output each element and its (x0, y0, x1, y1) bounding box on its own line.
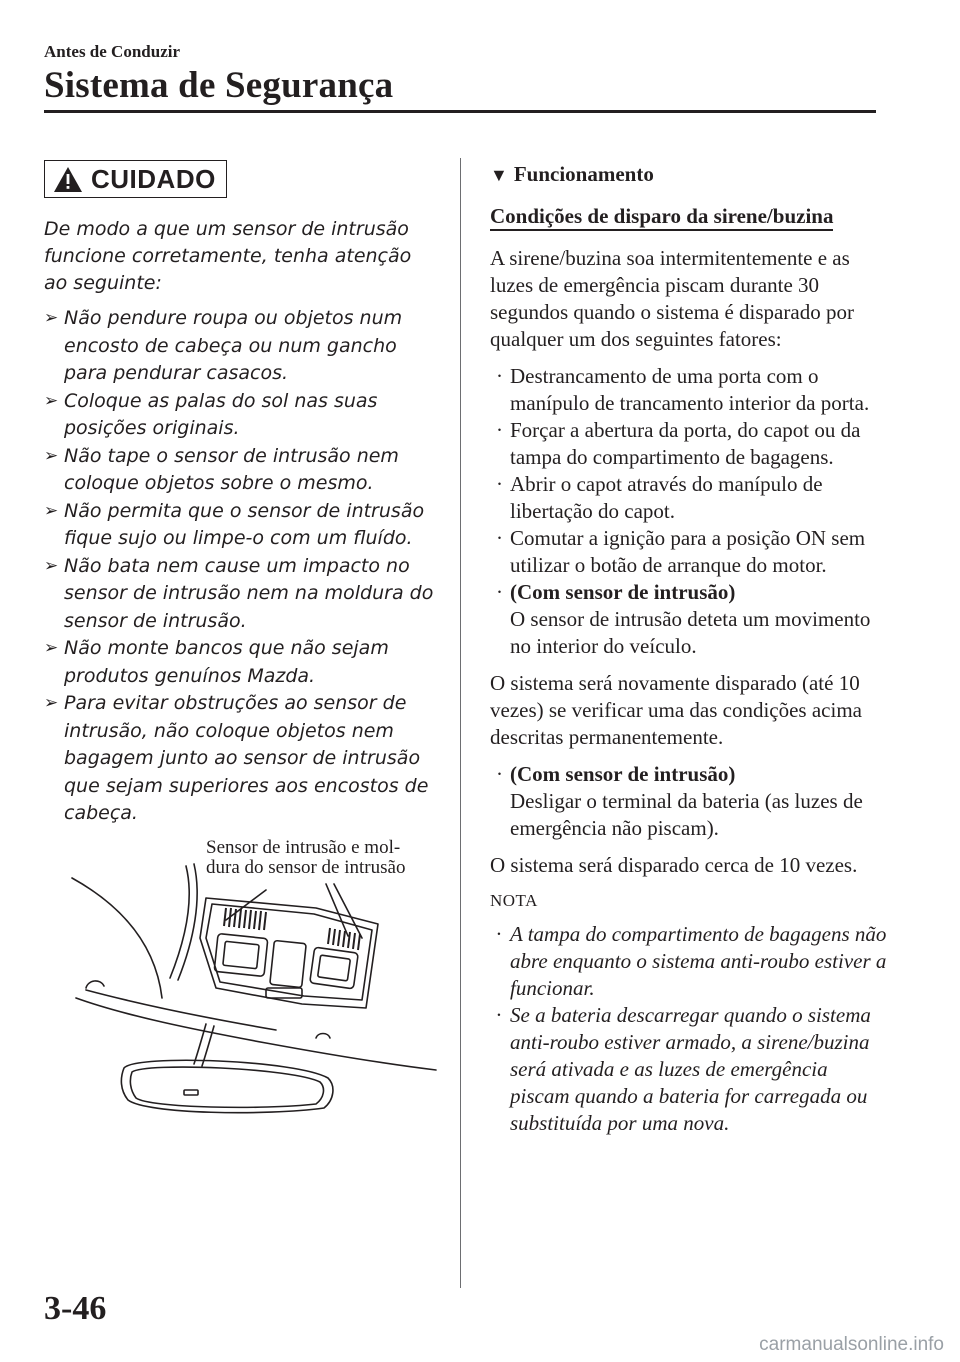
trigger-item: · Abrir o capot através do manípulo de libertação do capot. (496, 472, 823, 523)
note-item: · Se a bateria descarregar quando o sistema anti-roubo estiver armado, a sirene/buzina será ativada e as luzes de emergência piscam quando a bateria for carregada ou substituída por uma nova. (496, 1003, 871, 1135)
caution-intro: De modo a que um sensor de intrusão funcione corretamente, tenha atenção ao seguinte: (44, 218, 412, 294)
arrow-bullet-icon: ➢ (44, 638, 59, 658)
note-item: · A tampa do compartimento de bagagens não abre enquanto o sistema anti-roubo estiver a funcionar. (496, 922, 887, 1000)
arrow-bullet-icon: ➢ (44, 555, 59, 576)
section-title: Sistema de Segurança (44, 65, 394, 106)
chapter-title: Antes de Conduzir (44, 42, 181, 61)
functioning-column (490, 160, 890, 1147)
arrow-bullet-icon: ➢ (44, 500, 59, 521)
trigger-list (490, 363, 890, 660)
watermark: carmanualsonline.info (759, 1334, 944, 1355)
arrow-bullet-icon: ➢ (44, 390, 59, 411)
caution-item: ➢ Não pendure roupa ou objetos num encosto de cabeça ou num gancho para pendurar casacos. (44, 307, 403, 384)
caution-item: ➢ Não monte bancos que não sejam produtos genuínos Mazda. (44, 637, 389, 687)
page-number: 3-46 (44, 1290, 107, 1327)
trigger-intro: A sirene/buzina soa intermitentemente e as luzes de emergência piscam durante 30 segundos quando o sistema é disparado por qualquer um dos seguintes fatores: (490, 246, 854, 351)
header-rule (44, 110, 876, 113)
overhead-console-illustration (66, 838, 438, 1118)
dot-bullet-icon: · (496, 922, 502, 946)
note-label: NOTA (490, 891, 538, 910)
dot-bullet-icon: · (496, 762, 503, 786)
trigger-item: · (Com sensor de intrusão) O sensor de intrusão deteta um movimento no interior do veículo. (496, 580, 871, 658)
caution-badge (44, 160, 227, 198)
trigger-conditions-heading: Condições de disparo da sirene/buzina (490, 203, 833, 231)
dot-bullet-icon: · (496, 580, 503, 604)
dot-bullet-icon: · (496, 418, 503, 442)
caution-item: ➢ Coloque as palas do sol nas suas posições originais. (44, 389, 378, 439)
caution-item: ➢ Não tape o sensor de intrusão nem coloque objetos sobre o mesmo. (44, 444, 399, 494)
functioning-heading: ▼ Funcionamento (490, 162, 654, 186)
caution-item: ➢ Para evitar obstruções ao sensor de intrusão, não coloque objetos nem bagagem junto ao sensor de intrusão que sejam superiores aos encostos de cabeça. (44, 692, 429, 824)
caution-item: ➢ Não bata nem cause um impacto no sensor de intrusão nem na moldura do sensor de intrusão. (44, 554, 434, 632)
trigger-item: · Forçar a abertura da porta, do capot ou da tampa do compartimento de bagagens. (496, 418, 861, 469)
arrow-bullet-icon: ➢ (44, 308, 59, 328)
dot-bullet-icon: · (496, 472, 503, 496)
battery-text: O sistema será disparado cerca de 10 vezes. (490, 853, 858, 877)
dot-bullet-icon: · (496, 1003, 502, 1027)
caution-list (44, 305, 436, 828)
figure-label: Sensor de intrusão e mol- dura do sensor de intrusão (206, 837, 406, 878)
caution-column (44, 160, 436, 828)
column-divider (460, 158, 461, 1288)
trigger-item: · Comutar a ignição para a posição ON sem utilizar o botão de arranque do motor. (496, 526, 866, 577)
dot-bullet-icon: · (496, 526, 503, 550)
arrow-bullet-icon: ➢ (44, 445, 59, 466)
triangle-down-icon: ▼ (490, 165, 508, 185)
repeat-text: O sistema será novamente disparado (até 10 vezes) se verificar uma das condições acima descritas permanentemente. (490, 671, 862, 749)
caution-label: CUIDADO (91, 163, 216, 194)
intrusion-sensor-figure (66, 838, 438, 1118)
note-list (490, 921, 890, 1137)
arrow-bullet-icon: ➢ (44, 693, 59, 713)
dot-bullet-icon: · (496, 364, 503, 388)
trigger-item: · Destrancamento de uma porta com o manípulo de trancamento interior da porta. (496, 364, 870, 415)
caution-item: ➢ Não permita que o sensor de intrusão fique sujo ou limpe-o com um fluído. (44, 499, 425, 549)
battery-item: · (Com sensor de intrusão) Desligar o terminal da bateria (as luzes de emergência não piscam). (496, 762, 863, 840)
warning-triangle-icon (53, 166, 83, 193)
battery-list (490, 761, 890, 842)
